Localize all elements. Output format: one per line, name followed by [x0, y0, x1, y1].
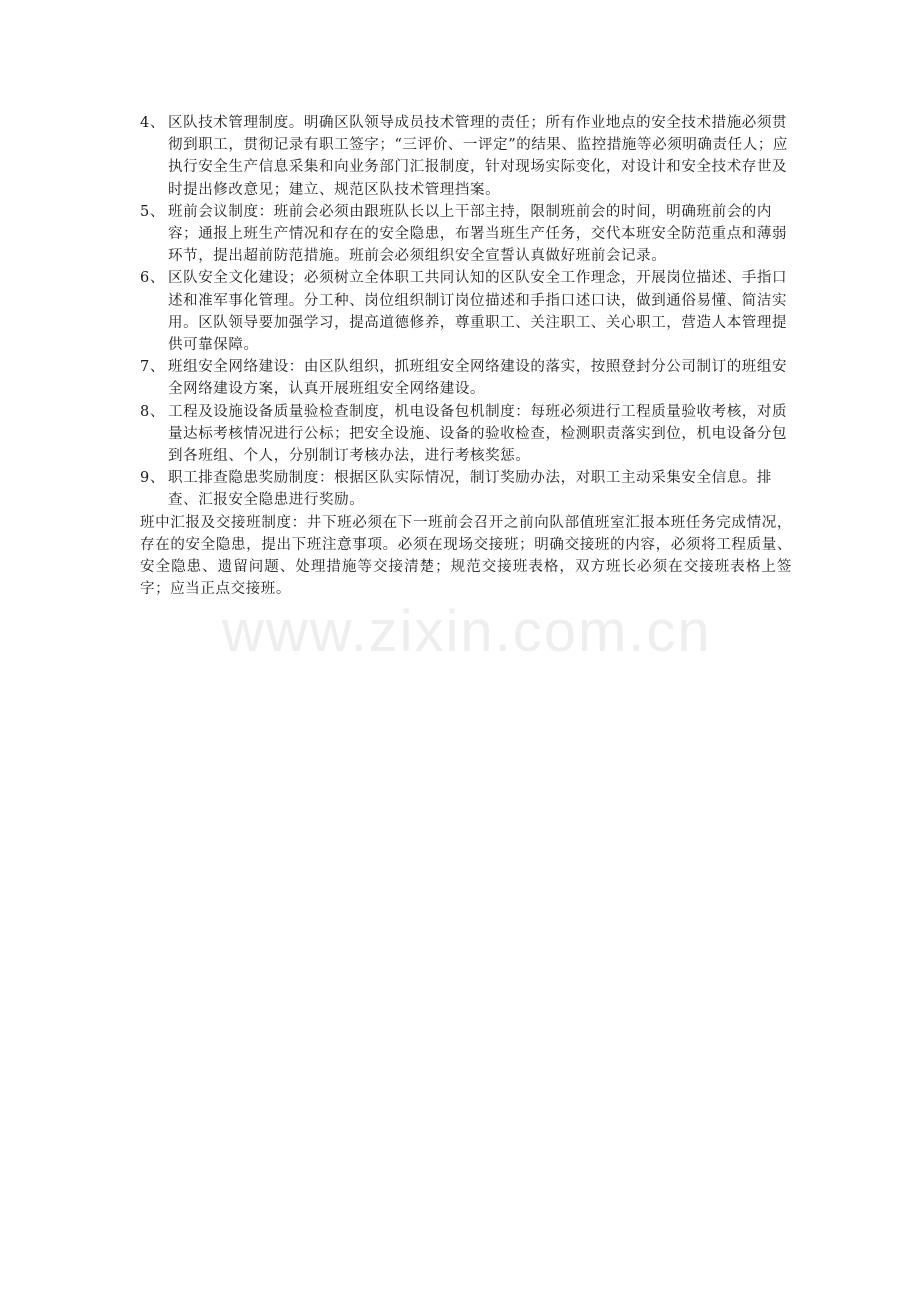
item-number: 6、	[140, 270, 165, 287]
list-item	[140, 356, 792, 400]
list-item	[140, 467, 792, 511]
watermark: www.zixin.com.cn	[222, 599, 712, 664]
item-number: 4、	[140, 115, 165, 131]
list-item	[140, 401, 792, 468]
document-body	[140, 112, 792, 600]
closing-paragraph: 班中汇报及交接班制度：井下班必须在下一班前会召开之前向队部值班室汇报本班任务完成情况，存在的安全隐患，提出下班注意事项。必须在现场交接班；明确交接班的内容，必须将工程质量、安全隐患、遗留问题、处理措施等交接清楚；规范交接班表格，双方班长必须在交接班表格上签字；应当正点交接班。	[140, 514, 792, 598]
item-text: 职工排查隐患奖励制度：根据区队实际情况，制订奖励办法，对职工主动采集安全信息。排查、汇报安全隐患进行奖励。	[168, 470, 772, 509]
item-text: 区队技术管理制度。明确区队领导成员技术管理的责任；所有作业地点的安全技术措施必须贯彻到职工，贯彻记录有职工签字；“三评价、一评定”的结果、监控措施等必须明确责任人；应执行安全生产信息采集和向业务部门汇报制度，针对现场实际变化，对设计和安全技术存世及时提出修改意见；建立、规范区队技术管理挡案。	[168, 115, 789, 198]
item-text: 班前会议制度：班前会必须由跟班队长以上干部主持，限制班前会的时间，明确班前会的内容；通报上班生产情况和存在的安全隐患，布署当班生产任务，交代本班安全防范重点和薄弱环节，提出超前防范措施。班前会必须组织安全宣誓认真做好班前会记录。	[168, 203, 788, 265]
item-text: 班组安全网络建设：由区队组织，抓班组安全网络建设的落实，按照登封分公司制订的班组安全网络建设方案，认真开展班组安全网络建设。	[168, 359, 788, 398]
item-number: 8、	[140, 403, 165, 420]
list-item	[140, 267, 792, 356]
item-number: 9、	[140, 470, 165, 487]
item-text: 区队安全文化建设；必须树立全体职工共同认知的区队安全工作理念，开展岗位描述、手指口述和准军事化管理。分工种、岗位组织制订岗位描述和手指口述口诀，做到通俗易懂、简洁实用。区队领导要加强学习，提高道德修养，尊重职工、关注职工、关心职工，营造人本管理提供可靠保障。	[168, 270, 788, 354]
item-number: 7、	[140, 359, 165, 376]
item-text: 工程及设施设备质量验检查制度，机电设备包机制度：每班必须进行工程质量验收考核，对质量达标考核情况进行公标；把安全设施、设备的验收检查，检测职责落实到位，机电设备分包到各班组、个人，分别制订考核办法，进行考核奖惩。	[168, 403, 788, 465]
list-item	[140, 112, 792, 201]
list-item	[140, 201, 792, 268]
item-number: 5、	[140, 203, 165, 220]
